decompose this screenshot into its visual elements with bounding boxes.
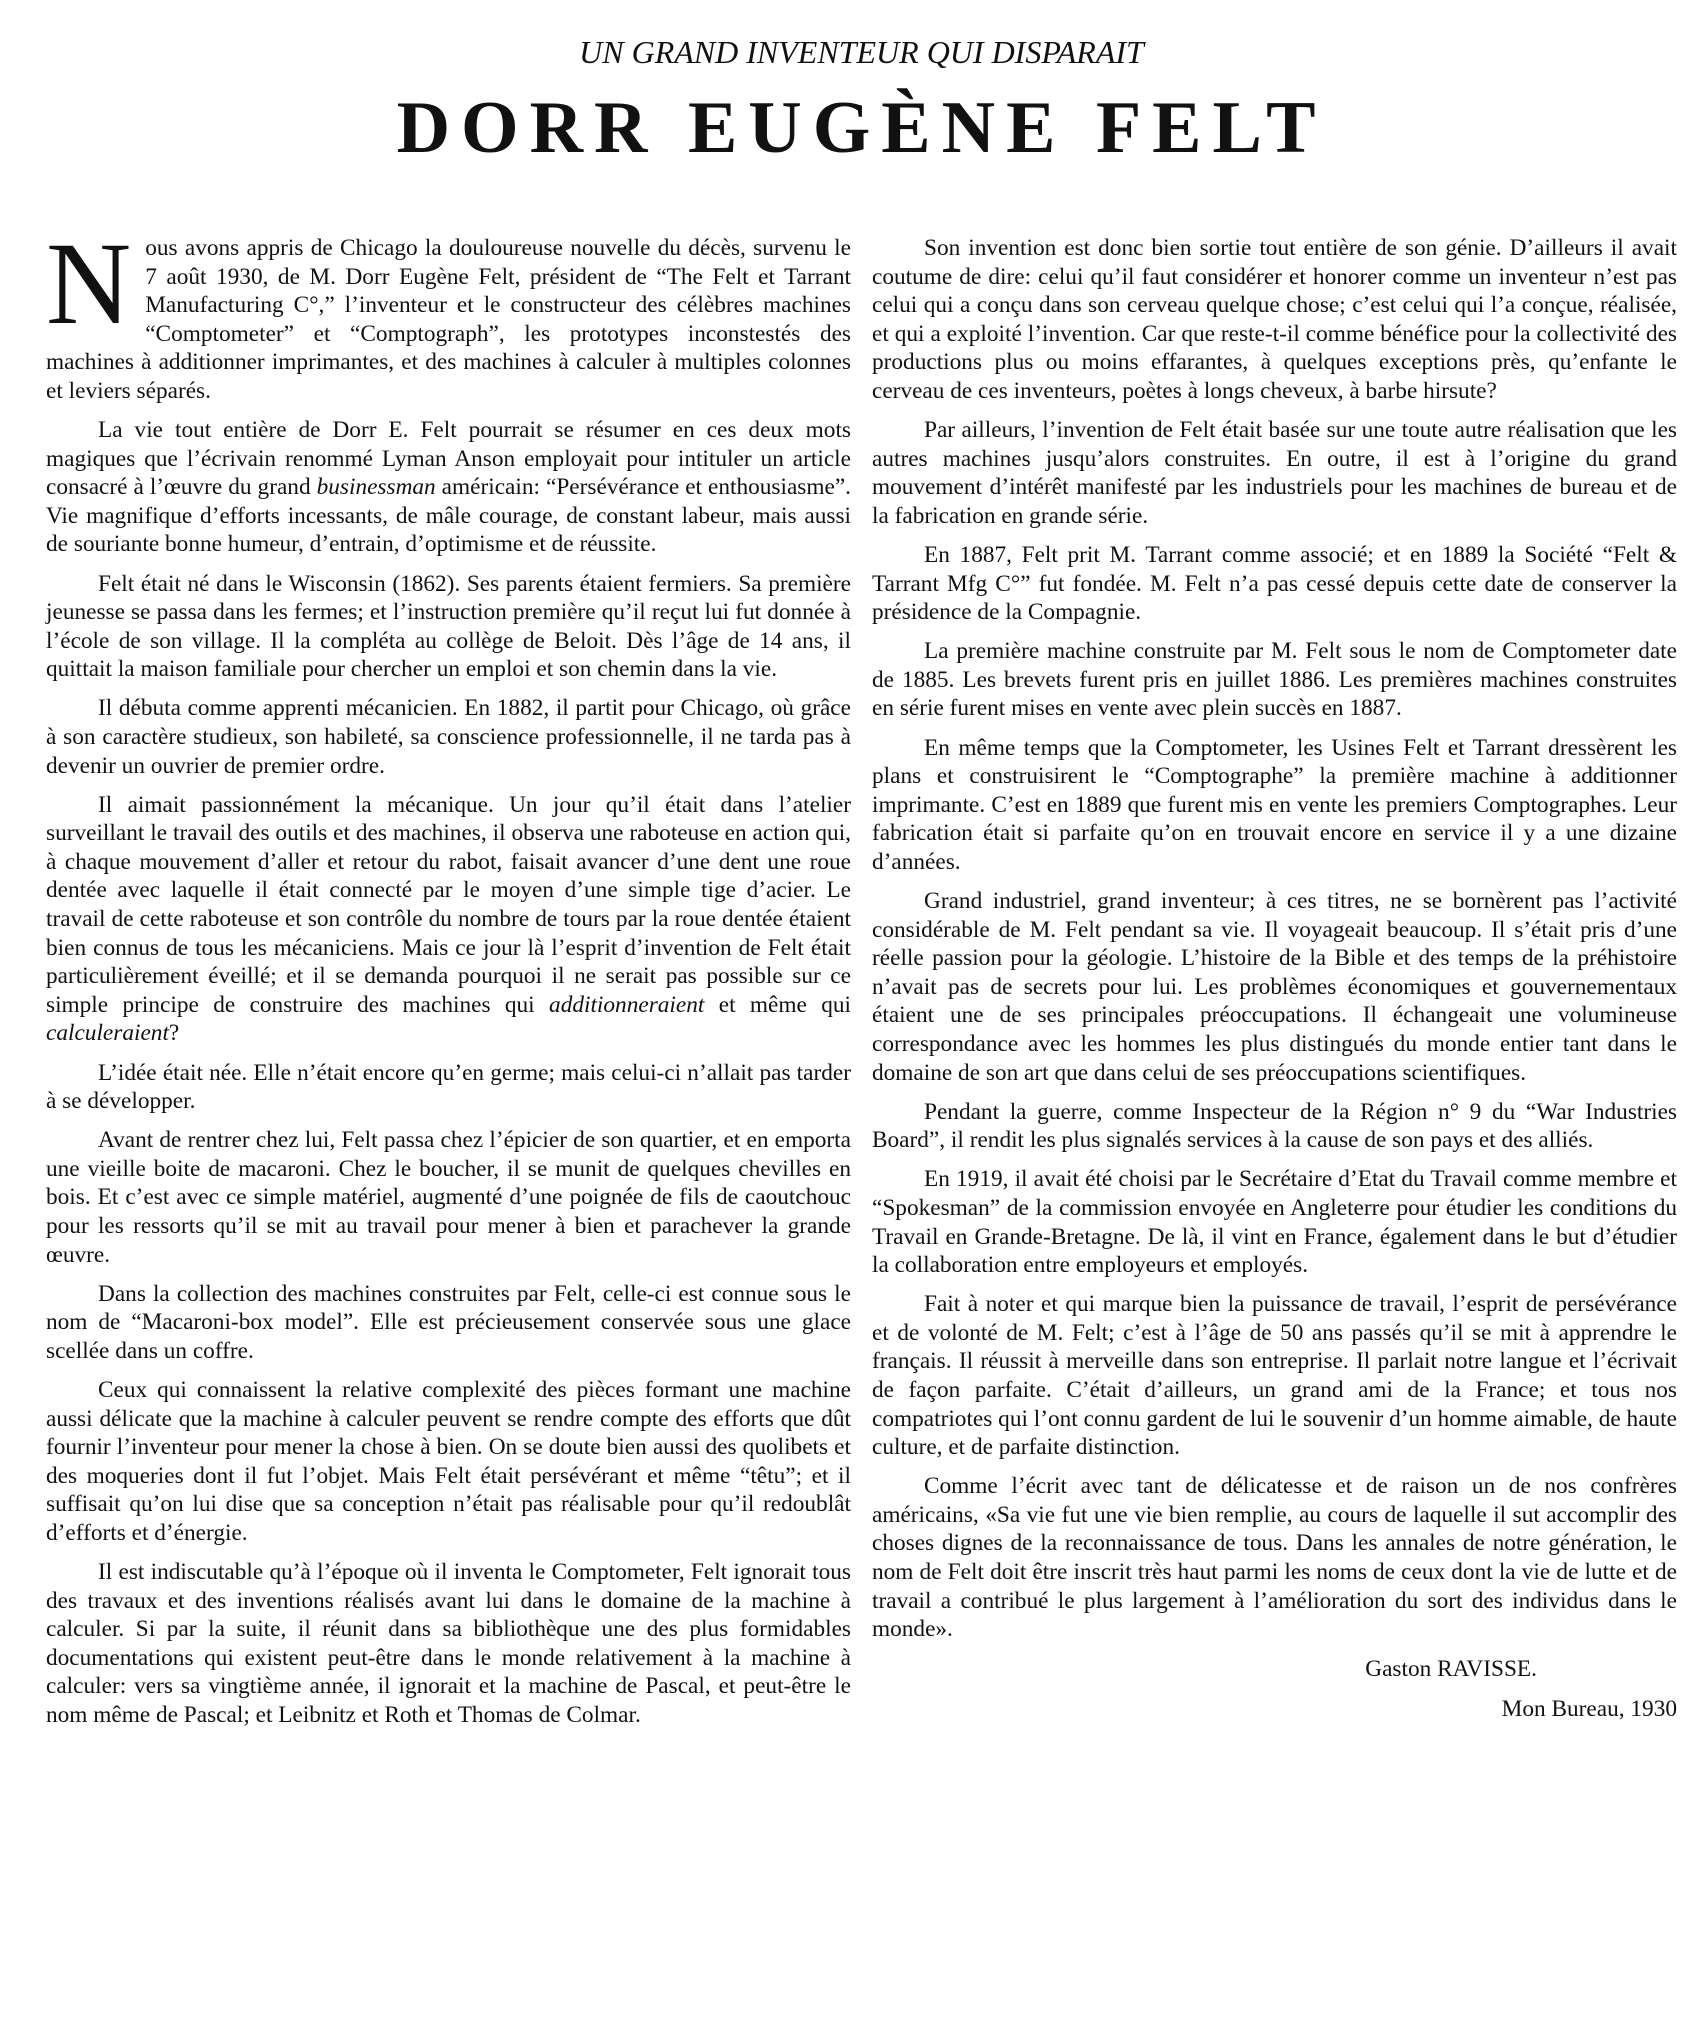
paragraph: Par ailleurs, l’invention de Felt était basée sur une toute autre réalisation que les autres machines jusqu’alors construites. En outre, il est à l’origine du grand mouvement d’intérêt manifesté par les industriels pour les machines de bureau et de la fabrication en grande série. — [872, 417, 1677, 529]
paragraph: Pendant la guerre, comme Inspecteur de la Région n° 9 du “War Industries Board”, il rendit les plus signalés services à la cause de son pays et des alliés. — [872, 1098, 1677, 1154]
author-signature: Gaston RAVISSE. — [1365, 1656, 1537, 1683]
article-columns — [46, 218, 1677, 1740]
dateline: Mon Bureau, 1930 — [1501, 1696, 1677, 1723]
emphasis-text: calculeraient — [46, 1020, 169, 1047]
emphasis-text: additionneraient — [549, 991, 705, 1018]
paragraph: Il débuta comme apprenti mécanicien. En 1882, il partit pour Chicago, où grâce à son caractère studieux, son habileté, sa conscience professionnelle, il ne tarda pas à devenir un ouvrier de premier ordre. — [46, 695, 851, 779]
paragraph: Son invention est donc bien sortie tout entière de son génie. D’ailleurs il avait coutume de dire: celui qu’il faut considérer et honorer comme un inventeur n’est pas celui qui a conçu dans son cerveau quelque chose; c’est celui qui l’a conçue, réalisée, et qui a exploité l’invention. Car que reste-t-il comme bénéfice pour la collectivité des productions plus ou moins effarantes, à quelques exceptions près, qu’enfante le cerveau de ces inventeurs, poètes à longs cheveux, à barbe hirsute? — [872, 235, 1677, 404]
paragraph — [46, 416, 851, 559]
paragraph-text: américain: “Persévérance et enthousiasme”. Vie magnifique d’efforts incessants, de mâle courage, de constant labeur, mais aussi de souriante bonne humeur, d’entrain, d’optimisme et de réussite. — [46, 474, 851, 558]
paragraph: Avant de rentrer chez lui, Felt passa chez l’épicier de son quartier, et en emporta une vieille boite de macaroni. Chez le boucher, il se munit de quelques chevilles en bois. Et c’est avec ce simple matériel, augmenté d’une poignée de fils de caoutchouc pour les ressorts qu’il se mit au travail pour mener à bien et parachever la grande œuvre. — [46, 1127, 851, 1268]
paragraph: En 1919, il avait été choisi par le Secrétaire d’Etat du Travail comme membre et “Spokesman” de la commission envoyée en Angleterre pour étudier les conditions du Travail en Grande-Bretagne. De là, il vint en France, également dans le but d’étudier la collaboration entre employeurs et employés. — [872, 1166, 1677, 1279]
paragraph: Ceux qui connaissent la relative complexité des pièces formant une machine aussi délicate que la machine à calculer peuvent se rendre compte des efforts que dût fournir l’inventeur pour mener la chose à bien. On se doute bien aussi des quolibets et des moqueries dont il fut l’objet. Mais Felt était persévérant et même “têtu”; et il suffisait qu’on lui dise que sa conception n’était pas réalisable pour qu’il redoublât d’efforts et d’énergie. — [46, 1376, 851, 1546]
paragraph-text: Il aimait passionnément la mécanique. Un jour qu’il était dans l’atelier surveillant le travail des outils et des machines, il observa une raboteuse en action qui, à chaque mouvement d’aller et retour du rabot, faisait avancer d’une dent une roue dentée avec laquelle il était connecté par le moyen d’une simple tige d’acier. Le travail de cette raboteuse et son contrôle du nombre de tours par la roue dentée étaient bien connus de tous les mécaniciens. Mais ce jour là l’esprit d’invention de Felt était particulièrement éveillé; et il se demanda pourquoi il ne serait pas possible sur ce simple principe de construire des machines qui — [46, 791, 851, 1018]
paragraph — [46, 791, 851, 1048]
article-kicker: UN GRAND INVENTEUR QUI DISPARAIT — [579, 34, 1144, 70]
paragraph: L’idée était née. Elle n’était encore qu’en germe; mais celui-ci n’allait pas tarder à se développer. — [46, 1059, 851, 1115]
paragraph: En 1887, Felt prit M. Tarrant comme associé; et en 1889 la Société “Felt & Tarrant Mfg C°” fut fondée. M. Felt n’a pas cessé depuis cette date de conserver la présidence de la Compagnie. — [872, 541, 1677, 626]
paragraph-text: et même qui — [704, 991, 851, 1018]
article-title: DORR EUGÈNE FELT — [396, 87, 1327, 169]
paragraph: Fait à noter et qui marque bien la puissance de travail, l’esprit de persévérance et de volonté de M. Felt; c’est à l’âge de 50 ans passés qu’il se mit à apprendre le français. Il réussit à merveille dans son entreprise. Il parlait notre langue et l’écrivait de façon parfaite. C’était d’ailleurs, un grand ami de la France; et tous nos compatriotes qui l’ont connu gardent de lui le souvenir d’un homme aimable, de haute culture, et de parfaite distinction. — [872, 1291, 1677, 1461]
paragraph: Grand industriel, grand inventeur; à ces titres, ne se bornèrent pas l’activité considérable de M. Felt pendant sa vie. Il voyageait beaucoup. Il s’était pris d’une réelle passion pour la géologie. L’histoire de la Bible et des temps de la préhistoire n’avait pas de secrets pour lui. Les problèmes économiques et gouvernementaux étaient une de ses principales préoccupations. Il échangeait une volumineuse correspondance avec les hommes les plus distingués du monde entier tant dans le domaine de son art que dans celui de ses préoccupations scientifiques. — [872, 887, 1677, 1086]
paragraph-text: ? — [168, 1020, 180, 1047]
paragraph-text: ous avons appris de Chicago la douloureuse nouvelle du décès, survenu le 7 août 1930, de M. Dorr Eugène Felt, président de “The Felt et Tarrant Manufacturing C°,” l’inventeur et le constructeur des célèbres machines “Comptometer” et “Comptograph”, les prototypes inconstestés des machines à additionner imprimantes, et des machines à calculer à multiples colonnes et leviers séparés. — [46, 235, 851, 404]
paragraph — [46, 218, 851, 406]
left-column — [46, 218, 851, 1740]
paragraph: Dans la collection des machines construites par Felt, celle-ci est connue sous le nom de “Macaroni-box model”. Elle est précieusement conservée sous une glace scellée dans un coffre. — [46, 1280, 851, 1364]
paragraph: En même temps que la Comptometer, les Usines Felt et Tarrant dressèrent les plans et construisirent le “Comptographe” la première machine à additionner imprimante. C’est en 1889 que furent mis en vente les premiers Comptographes. Leur fabrication était si parfaite qu’on en trouvait encore en service il y a une dizaine d’années. — [872, 734, 1677, 875]
paragraph: Comme l’écrit avec tant de délicatesse et de raison un de nos confrères américains, «Sa vie fut une vie bien remplie, au cours de laquelle il sut accomplir des choses dignes de la reconnaissance de tous. Dans les annales de notre génération, le nom de Felt doit être inscrit très haut parmi les noms de ceux dont la vie de lutte et de travail a contribué le plus largement à l’amélioration du sort des individus dans le monde». — [872, 1473, 1677, 1643]
paragraph: La première machine construite par M. Felt sous le nom de Comptometer date de 1885. Les brevets furent pris en juillet 1886. Les premières machines construites en série furent mises en vente avec plein succès en 1887. — [872, 638, 1677, 722]
drop-cap: N — [46, 218, 132, 349]
paragraph: Felt était né dans le Wisconsin (1862). Ses parents étaient fermiers. Sa première jeunesse se passa dans les fermes; et l’instruction première qu’il reçut lui fut donnée à l’école de son village. Il la compléta au collège de Beloit. Dès l’âge de 14 ans, il quittait la maison familiale pour chercher un emploi et son chemin dans la vie. — [46, 570, 851, 683]
emphasis-text: businessman — [316, 474, 436, 501]
paragraph-text: La vie tout entière de Dorr E. Felt pourrait se résumer en ces deux mots magiques que l’écrivain renommé Lyman Anson employait pour intituler un article consacré à l’œuvre du grand — [46, 417, 851, 501]
paragraph: Il est indiscutable qu’à l’époque où il inventa le Comptometer, Felt ignorait tous des travaux et des inventions réalisés avant lui dans le domaine de la machine à calculer. Si par la suite, il réunit dans sa bibliothèque une des plus formidables documentations qui existent peut-être dans le monde relativement à la machine à calculer: vers sa vingtième année, il ignorait et la machine de Pascal, et peut-être le nom même de Pascal; et Leibnitz et Roth et Thomas de Colmar. — [46, 1559, 851, 1728]
right-column — [872, 234, 1677, 1740]
